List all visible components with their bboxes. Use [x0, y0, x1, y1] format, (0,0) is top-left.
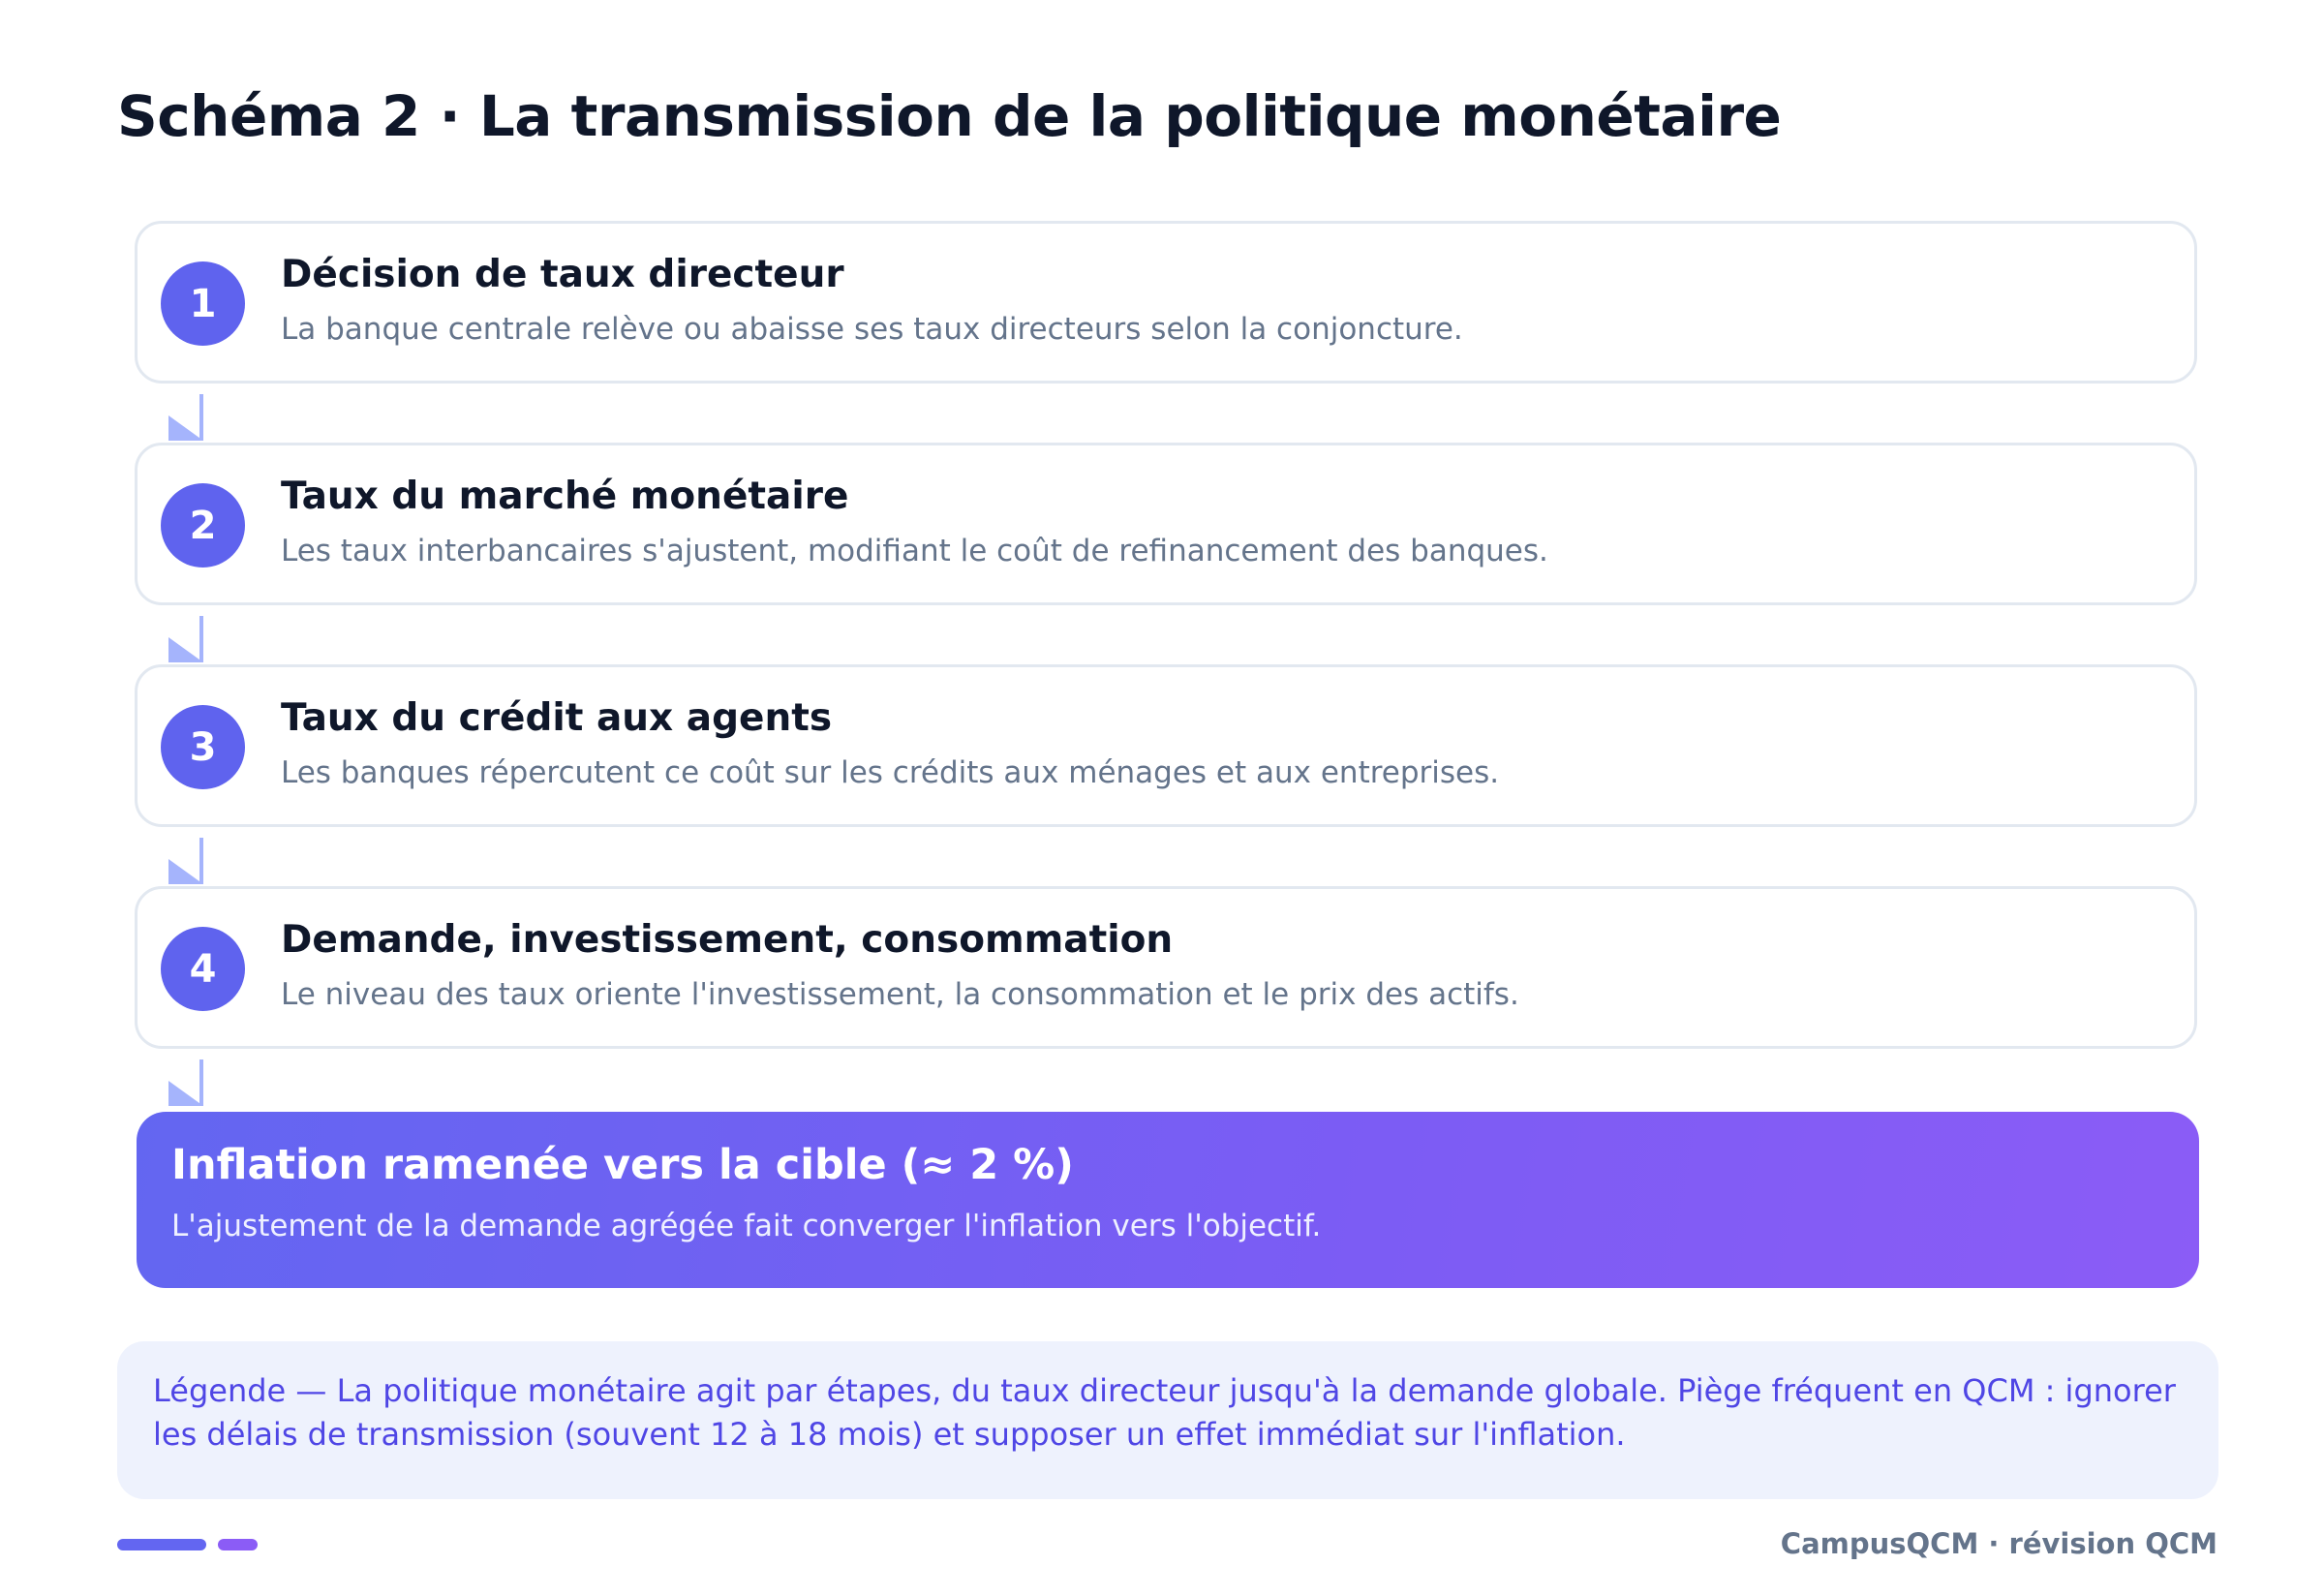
step-description: La banque centrale relève ou abaisse ses taux directeurs selon la conjoncture.: [281, 312, 1463, 347]
step-card-4: [135, 886, 2197, 1049]
step-card-2: [135, 443, 2197, 605]
step-title: Taux du crédit aux agents: [281, 696, 833, 740]
footer-accent-bar-secondary: [218, 1539, 258, 1550]
step-title: Demande, investissement, consommation: [281, 918, 1174, 962]
arrow-down-icon: [168, 616, 211, 666]
step-number-badge: 4: [161, 927, 245, 1011]
result-card: [137, 1112, 2199, 1288]
result-title: Inflation ramenée vers la cible (≈ 2 %): [171, 1141, 1074, 1189]
step-card-3: [135, 664, 2197, 827]
result-description: L'ajustement de la demande agrégée fait converger l'inflation vers l'objectif.: [171, 1209, 1322, 1243]
step-title: Décision de taux directeur: [281, 253, 844, 296]
page-title: Schéma 2 · La transmission de la politique monétaire: [117, 83, 1782, 149]
step-description: Les taux interbancaires s'ajustent, modifiant le coût de refinancement des banques.: [281, 534, 1548, 568]
step-description: Le niveau des taux oriente l'investissement, la consommation et le prix des actifs.: [281, 977, 1519, 1012]
step-number-badge: 1: [161, 261, 245, 346]
step-number-badge: 3: [161, 705, 245, 789]
step-description: Les banques répercutent ce coût sur les crédits aux ménages et aux entreprises.: [281, 755, 1500, 790]
legend-box: [117, 1341, 2218, 1499]
step-title: Taux du marché monétaire: [281, 475, 849, 518]
footer-brand: CampusQCM · révision QCM: [1780, 1527, 2217, 1560]
arrow-down-icon: [168, 394, 211, 445]
footer-accent-bar: [117, 1539, 206, 1550]
step-card-1: [135, 221, 2197, 384]
step-number-badge: 2: [161, 483, 245, 568]
legend-text: Légende — La politique monétaire agit par étapes, du taux directeur jusqu'à la demande globale. Piège fréquent en QCM : ignorer les délais de transmission (souvent 12 à 18 mois) et supposer un effet immédiat sur l'inflation.: [153, 1372, 2176, 1453]
arrow-down-icon: [168, 1059, 211, 1110]
arrow-down-icon: [168, 838, 211, 888]
